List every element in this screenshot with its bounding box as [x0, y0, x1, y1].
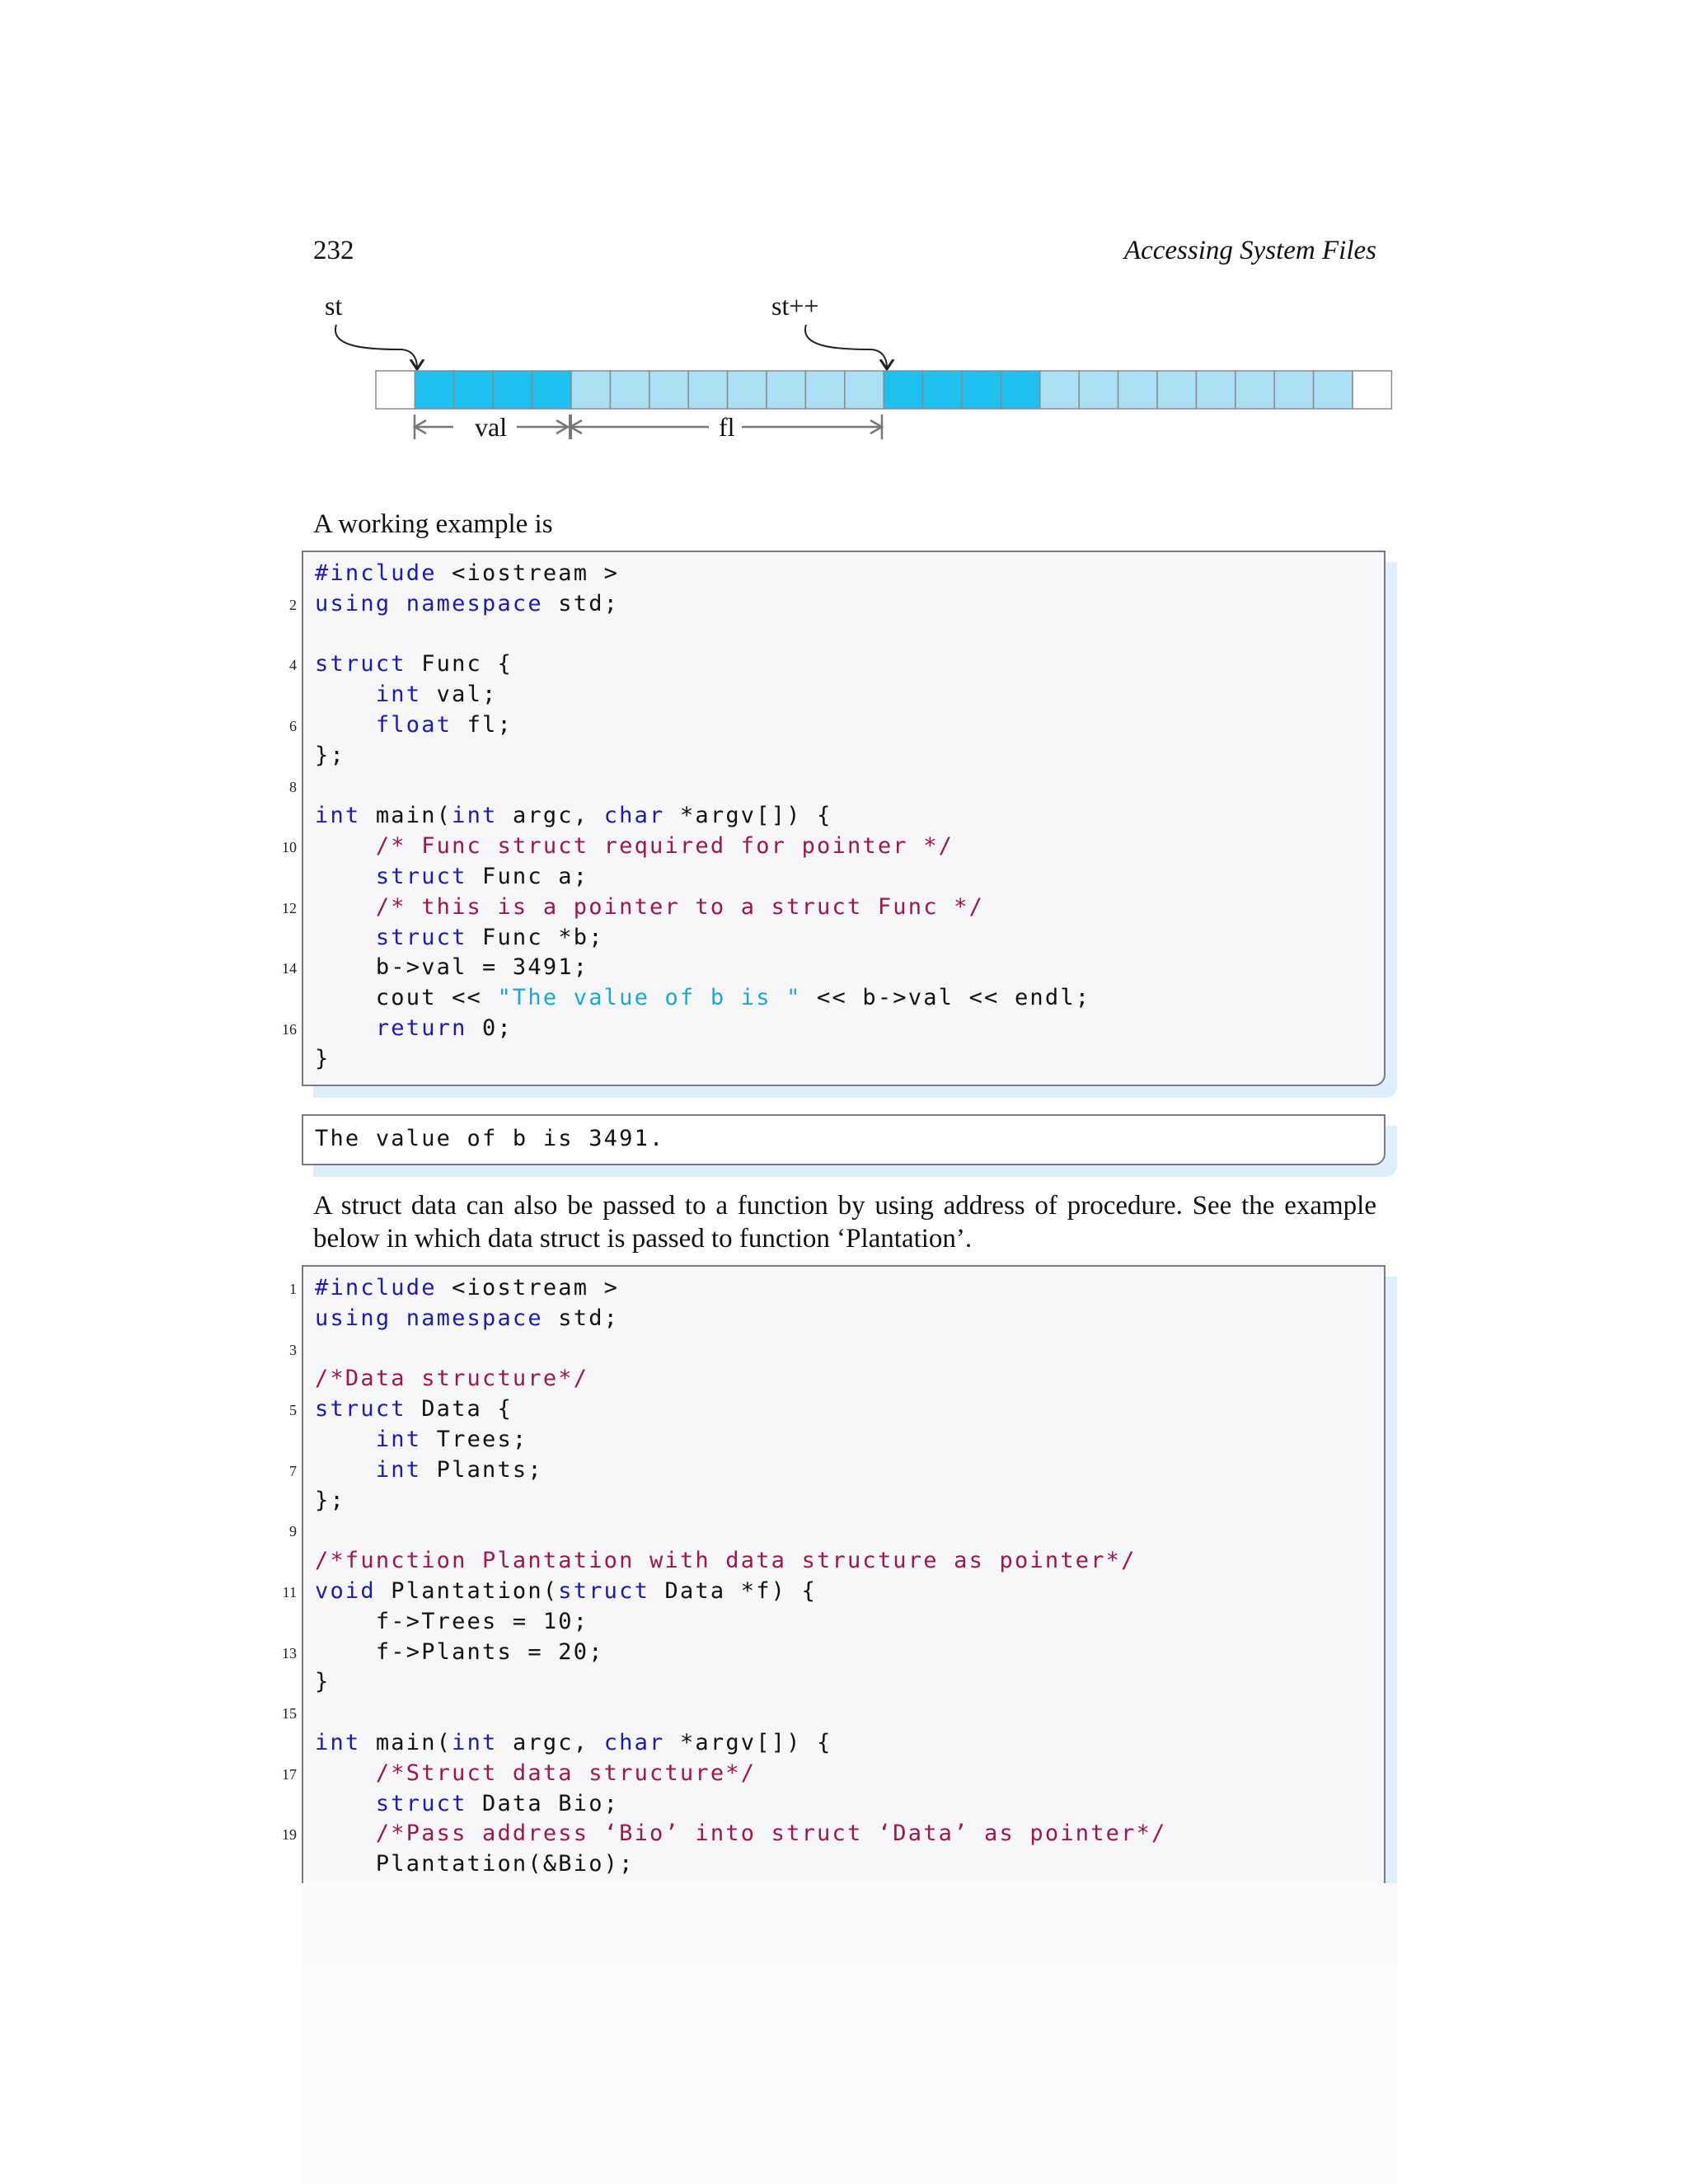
- line-number: 14: [282, 960, 297, 977]
- line-number: 11: [282, 1584, 297, 1601]
- code-line: b->val = 3491;: [315, 954, 589, 981]
- memory-cell: [454, 371, 493, 409]
- code-line: /*Pass address ‘Bio’ into struct ‘Data’ as pointer*/: [375, 1821, 1167, 1847]
- memory-cell: [1274, 371, 1313, 409]
- page-number: 232: [313, 236, 354, 265]
- code-line: return 0;: [375, 1015, 513, 1041]
- memory-cell: [571, 371, 610, 409]
- line-number: 10: [282, 839, 297, 856]
- memory-cell: [805, 371, 844, 409]
- memory-layout-diagram: [313, 288, 1401, 462]
- code-line: int Trees;: [375, 1427, 528, 1452]
- code-line: void Plantation(struct Data *f) {: [315, 1578, 818, 1604]
- memory-cell: [1001, 371, 1039, 409]
- code-line: struct Data Bio;: [375, 1790, 620, 1816]
- memory-cell: [923, 371, 962, 409]
- st-pointer-label: st: [325, 291, 343, 321]
- memory-cell: [415, 371, 453, 409]
- st-increment-pointer-arrow: [805, 325, 887, 368]
- line-number: 17: [282, 1765, 297, 1783]
- memory-cell: [493, 371, 532, 409]
- code-line: int main(int argc, char *argv[]) {: [315, 803, 832, 829]
- code-line: /*function Plantation with data structure as pointer*/: [315, 1548, 1137, 1574]
- code-line: }: [315, 1669, 331, 1695]
- st-increment-pointer-label: st++: [771, 291, 819, 321]
- memory-cell: [1118, 371, 1157, 409]
- code-line: using namespace std;: [315, 590, 620, 616]
- memory-cells: [376, 371, 1391, 409]
- line-number: 3: [289, 1341, 297, 1358]
- line-number: 16: [282, 1021, 297, 1038]
- memory-cell: [728, 371, 767, 409]
- memory-cell: [1079, 371, 1118, 409]
- code-line: int main(int argc, char *argv[]) {: [315, 1730, 832, 1755]
- chapter-title: Accessing System Files: [1123, 236, 1376, 265]
- code-line: };: [315, 1487, 345, 1513]
- st-pointer-arrow: [335, 325, 417, 368]
- code-line: /* Func struct required for pointer */: [375, 833, 954, 860]
- code-line: struct Func a;: [375, 864, 589, 889]
- code-line: };: [315, 742, 345, 768]
- memory-cell: [688, 371, 727, 409]
- memory-cell: [1353, 371, 1391, 409]
- code-line: struct Func *b;: [375, 924, 604, 950]
- line-number: 9: [289, 1523, 297, 1540]
- val-dimension-label: val: [475, 412, 508, 442]
- code-line: /*Data structure*/: [315, 1366, 589, 1392]
- paragraph-struct-pass: A struct data can also be passed to a function by using address of procedure. See the example below in which data struct is passed to function ‘Plantation’.: [313, 1191, 1376, 1254]
- memory-cell: [884, 371, 922, 409]
- fl-dimension-label: fl: [719, 412, 735, 442]
- line-number: 8: [289, 778, 297, 795]
- code-line: struct Func {: [315, 651, 513, 677]
- memory-cell: [532, 371, 571, 409]
- code-line: }: [315, 1045, 331, 1071]
- line-number: 4: [289, 657, 297, 674]
- memory-cell: [649, 371, 688, 409]
- memory-cell: [1196, 371, 1235, 409]
- code-line: using namespace std;: [315, 1305, 620, 1331]
- line-number: 12: [282, 899, 297, 916]
- memory-cell: [767, 371, 805, 409]
- code-listing-1: [282, 551, 1386, 1086]
- memory-cell: [1314, 371, 1353, 409]
- code-line: cout << "The value of b is " << b->val << endl;: [315, 985, 1091, 1011]
- line-number: 15: [282, 1705, 297, 1722]
- line-number: 5: [289, 1402, 297, 1419]
- line-number: 19: [282, 1826, 297, 1844]
- memory-cell: [376, 371, 415, 409]
- line-number: 13: [282, 1644, 297, 1661]
- memory-cell: [1157, 371, 1196, 409]
- code-line: int val;: [375, 682, 498, 708]
- line-number: 1: [289, 1281, 297, 1297]
- code-listing-2: [282, 1265, 1386, 1883]
- output-text: The value of b is 3491.: [315, 1126, 665, 1151]
- memory-cell: [610, 371, 649, 409]
- memory-cell: [1236, 371, 1274, 409]
- memory-cell: [845, 371, 884, 409]
- code-line: f->Plants = 20;: [315, 1638, 604, 1665]
- code-line: /* this is a pointer to a struct Func */: [375, 893, 985, 920]
- line-number: 2: [289, 596, 297, 613]
- line-number: 6: [289, 718, 297, 734]
- line-number: 7: [289, 1462, 297, 1479]
- code-line: /*Struct data structure*/: [375, 1760, 757, 1786]
- code-line: f->Trees = 10;: [315, 1608, 589, 1634]
- memory-cell: [1040, 371, 1079, 409]
- code-line: #include <iostream >: [315, 1275, 620, 1301]
- paragraph-intro: A working example is: [313, 509, 553, 539]
- code-line: #include <iostream >: [315, 560, 620, 586]
- output-box: [302, 1114, 1386, 1165]
- code-line: int Plants;: [375, 1456, 543, 1483]
- memory-cell: [962, 371, 1001, 409]
- code-line: Plantation(&Bio);: [315, 1851, 635, 1877]
- code-line: struct Data {: [315, 1396, 513, 1422]
- code-line: float fl;: [375, 712, 513, 738]
- page-fade: [302, 1883, 1398, 2184]
